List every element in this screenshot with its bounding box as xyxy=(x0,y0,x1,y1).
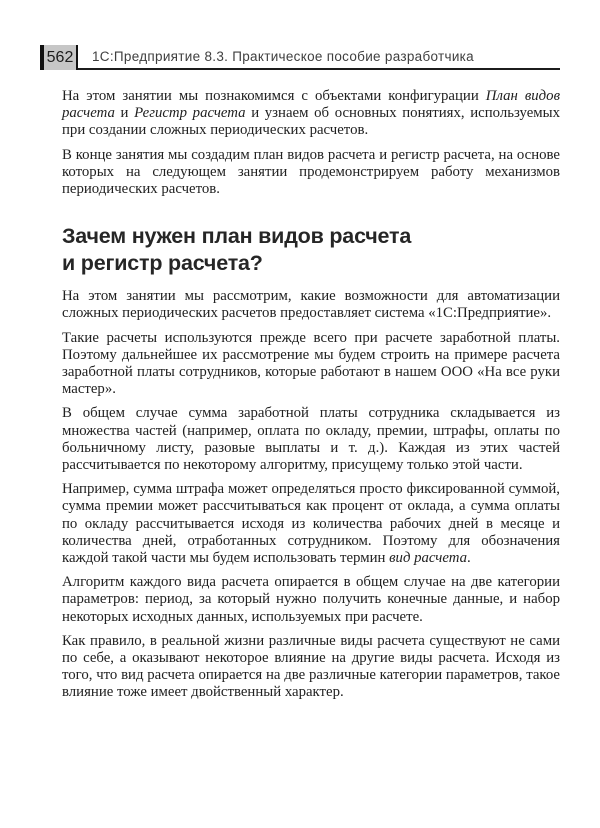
section-heading-line1: Зачем нужен план видов расчета xyxy=(62,224,412,249)
running-title: 1С:Предприятие 8.3. Практическое пособие разработчика xyxy=(78,45,560,70)
page-content xyxy=(62,88,560,702)
page-number: 562 xyxy=(46,48,74,66)
text-run: Как правило, в реальной жизни различные виды расчета существуют не сами по себе, а оказывают некоторое влияние на другие виды расчета. Исходя из того, что вид расчета опирается на две различные категории параметров, такое влияние тоже имеет двойственный характер. xyxy=(62,632,560,701)
text-run: Например, сумма штрафа может определяться просто фиксированной суммой, сумма премии может рассчитываться как процент от оклада, а сумма оплаты по окладу рассчитывается исходя из количества рабочих дней в месяце и количества дней, отработанных сотрудником. Поэтому для обозначения каждой такой части мы будем использовать термин xyxy=(62,481,560,567)
text-run: и xyxy=(114,105,135,122)
page-header xyxy=(40,45,560,70)
paragraph-body-3 xyxy=(62,405,560,474)
paragraph-body-1 xyxy=(62,288,560,322)
paragraph-intro-1 xyxy=(62,88,560,140)
page-number-box xyxy=(40,45,78,70)
text-run: Такие расчеты используются прежде всего при расчете заработной платы. Поэтому дальнейшее их рассмотрение мы будем строить на примере расчета заработной платы сотрудников, которые работают в нашем ООО «На все руки мастер». xyxy=(62,329,560,398)
text-run: На этом занятии мы рассмотрим, какие возможности для автоматизации сложных периодических расчетов предоставляет система «1С:Предприятие». xyxy=(62,288,560,322)
paragraph-body-2 xyxy=(62,330,560,399)
text-run: Алгоритм каждого вида расчета опирается в общем случае на две категории параметров: период, за который нужно получить конечные данные, и набор некоторых исходных данных, используемых при расчете. xyxy=(62,574,560,625)
text-run: . xyxy=(467,550,471,567)
text-run: В общем случае сумма заработной платы сотрудника складывается из множества частей (например, оплата по окладу, премии, штрафы, оплаты по больничному листу, разовые выплаты и т. д.). Каждая из этих частей рассчитывается по некоторому алгоритму, присущему только этой части. xyxy=(62,405,560,474)
paragraph-body-5 xyxy=(62,574,560,626)
paragraph-intro-2 xyxy=(62,147,560,199)
text-run: На этом занятии мы познакомимся с объектами конфигурации xyxy=(62,88,486,104)
section-heading xyxy=(62,223,560,277)
paragraph-body-6 xyxy=(62,633,560,702)
section-heading-line2: и регистр расчета? xyxy=(62,251,263,276)
italic-term: План видов расчета xyxy=(62,88,560,122)
italic-term: Регистр расчета xyxy=(134,105,246,122)
text-run: В конце занятия мы создадим план видов расчета и регистр расчета, на основе которых на следующем занятии продемонстрируем работу механизмов периодических расчетов. xyxy=(62,146,560,198)
text-run: и узнаем об основных понятиях, используемых при создании сложных периодических расчетов. xyxy=(62,105,560,139)
paragraph-body-4 xyxy=(62,481,560,567)
italic-term: вид расчета xyxy=(389,550,467,567)
